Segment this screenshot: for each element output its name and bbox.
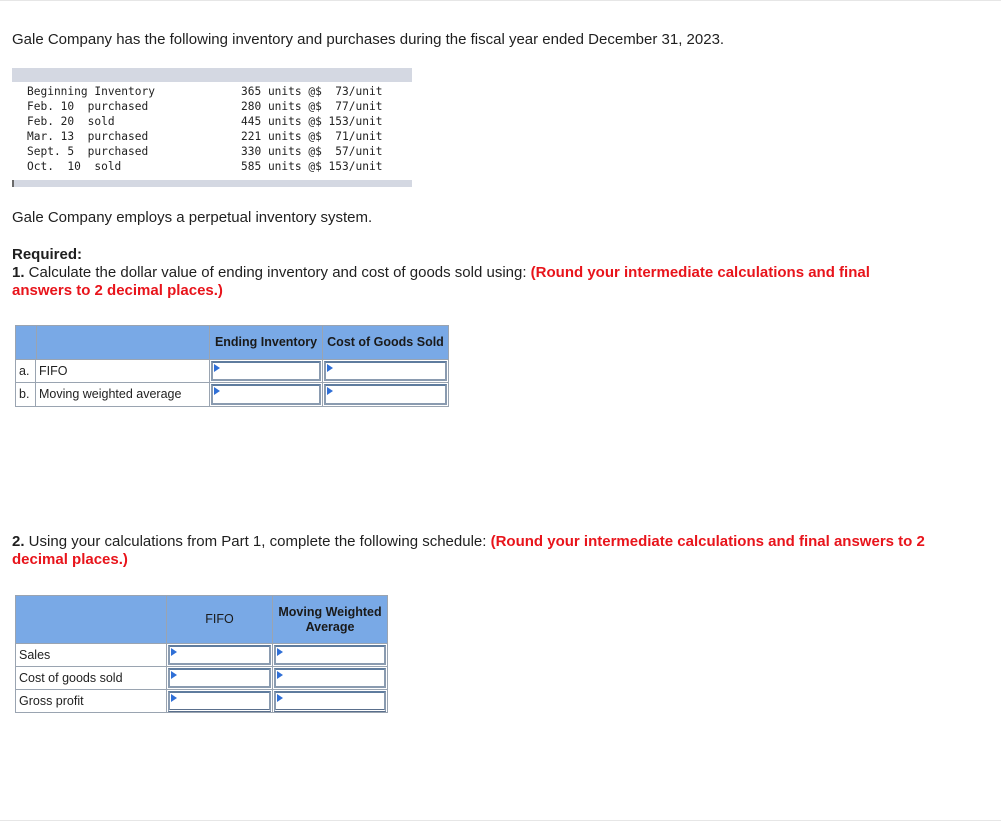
table2-row-label-sales: Sales: [15, 643, 167, 667]
inventory-label-5: Oct. 10 sold: [27, 160, 122, 173]
table1-cell-fifo-ending-inventory: [209, 359, 323, 383]
gross-profit-mwa-input[interactable]: [274, 691, 386, 712]
table2-cell-sales-fifo: [166, 643, 273, 667]
required-heading: Required:: [12, 246, 83, 263]
system-note: Gale Company employs a perpetual inventory system.: [12, 209, 373, 226]
data-box-top-bar: [12, 68, 412, 82]
table2-row-label-gross-profit: Gross profit: [15, 689, 167, 713]
inventory-qty-5: 585 units @$ 153/unit: [241, 160, 383, 173]
intro-text: Gale Company has the following inventory and purchases during the fiscal year ended December 31, 2023.: [12, 31, 725, 48]
inventory-qty-2: 445 units @$ 153/unit: [241, 115, 383, 128]
input-marker-icon: [171, 671, 177, 679]
table1-header-ending-inventory: Ending Inventory: [209, 325, 323, 360]
inventory-label-3: Mar. 13 purchased: [27, 130, 149, 143]
part1-instruction-1: (Round your intermediate calculations and final: [530, 264, 870, 281]
input-marker-icon: [277, 694, 283, 702]
table2-row-label-cogs: Cost of goods sold: [15, 666, 167, 690]
part1-text: Calculate the dollar value of ending inventory and cost of goods sold using:: [24, 264, 531, 281]
table1-header-divider: [36, 326, 37, 359]
table2-cell-cogs-mwa: [272, 666, 388, 690]
inventory-qty-0: 365 units @$ 73/unit: [241, 85, 383, 98]
part2-question: [12, 533, 925, 551]
input-marker-icon: [277, 648, 283, 656]
inventory-qty-4: 330 units @$ 57/unit: [241, 145, 383, 158]
input-marker-icon: [214, 364, 220, 372]
part1-number: 1.: [12, 264, 25, 281]
bottom-divider: [0, 820, 1001, 821]
fifo-cogs-input[interactable]: [324, 361, 447, 381]
inventory-qty-1: 280 units @$ 77/unit: [241, 100, 383, 113]
part2-text: Using your calculations from Part 1, complete the following schedule:: [24, 533, 491, 550]
table1-cell-mwa-ending-inventory: [209, 382, 323, 407]
cogs-mwa-input[interactable]: [274, 668, 386, 688]
table2-header-blank: [15, 595, 167, 644]
table1-cell-mwa-cogs: [322, 382, 449, 407]
part2-number: 2.: [12, 533, 25, 550]
data-box-scroll-edge: [12, 180, 14, 187]
table2-header-mwa: Moving Weighted Average: [272, 595, 388, 644]
table1-row-label-fifo: FIFO: [35, 359, 210, 383]
top-divider: [0, 0, 1001, 1]
data-box-bottom-bar: [12, 180, 412, 187]
table2-cell-gross-profit-mwa: [272, 689, 388, 713]
table2-cell-gross-profit-fifo: [166, 689, 273, 713]
part1-instruction-2: answers to 2 decimal places.): [12, 282, 223, 299]
cogs-fifo-input[interactable]: [168, 668, 271, 688]
inventory-data-box: [12, 68, 412, 188]
sales-fifo-input[interactable]: [168, 645, 271, 665]
sales-mwa-input[interactable]: [274, 645, 386, 665]
inventory-label-4: Sept. 5 purchased: [27, 145, 149, 158]
input-marker-icon: [277, 671, 283, 679]
input-marker-icon: [214, 387, 220, 395]
part1-question: [12, 264, 870, 282]
inventory-label-0: Beginning Inventory: [27, 85, 155, 98]
inventory-label-2: Feb. 20 sold: [27, 115, 115, 128]
table2-cell-sales-mwa: [272, 643, 388, 667]
mwa-cogs-input[interactable]: [324, 384, 447, 405]
input-marker-icon: [327, 387, 333, 395]
input-marker-icon: [327, 364, 333, 372]
inventory-label-1: Feb. 10 purchased: [27, 100, 149, 113]
input-marker-icon: [171, 648, 177, 656]
table1-header-cogs: Cost of Goods Sold: [322, 325, 449, 360]
table1-row-label-mwa: Moving weighted average: [35, 382, 210, 407]
gross-profit-fifo-input[interactable]: [168, 691, 271, 712]
part2-instruction-1: (Round your intermediate calculations and final answers to 2: [490, 533, 925, 550]
inventory-qty-3: 221 units @$ 71/unit: [241, 130, 383, 143]
table1-row-prefix-b: b.: [15, 382, 36, 407]
input-marker-icon: [171, 694, 177, 702]
table1-cell-fifo-cogs: [322, 359, 449, 383]
table2-header-fifo: FIFO: [166, 595, 273, 644]
part2-instruction-2: decimal places.): [12, 551, 128, 568]
table1-header-blank: [15, 325, 210, 360]
mwa-ending-inventory-input[interactable]: [211, 384, 321, 405]
table2-cell-cogs-fifo: [166, 666, 273, 690]
table1-row-prefix-a: a.: [15, 359, 36, 383]
fifo-ending-inventory-input[interactable]: [211, 361, 321, 381]
